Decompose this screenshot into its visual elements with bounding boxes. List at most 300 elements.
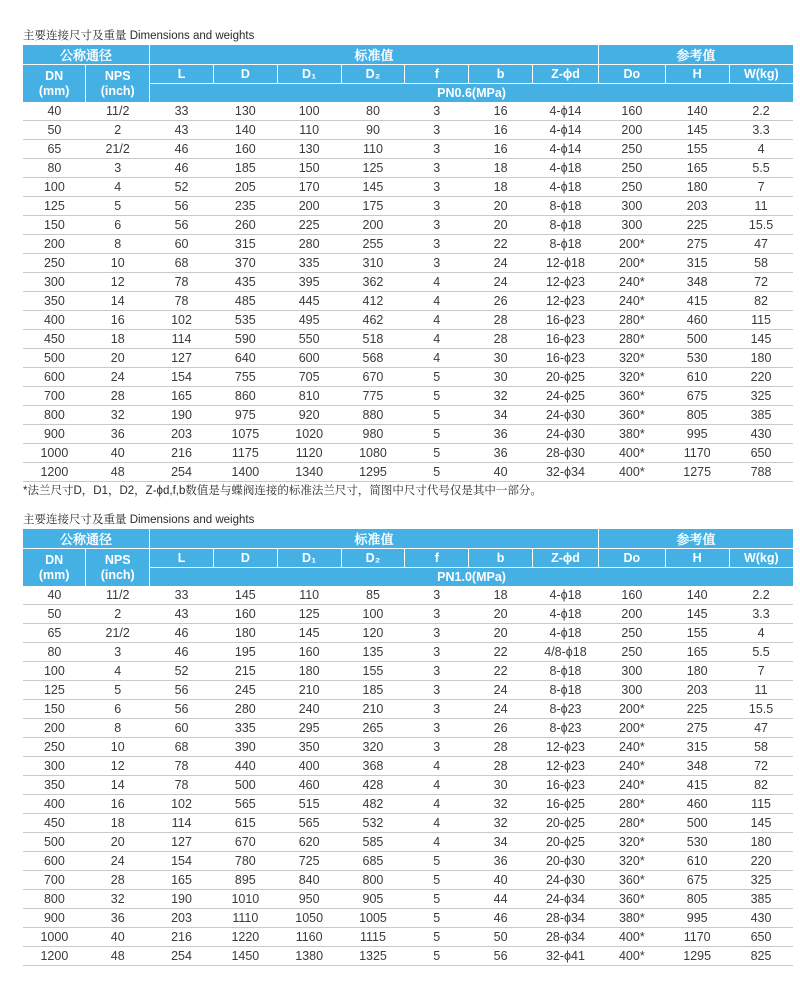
cell-weight: 650	[729, 444, 793, 463]
cell-f: 3	[405, 738, 469, 757]
cell-d: 215	[213, 662, 277, 681]
cell-f: 3	[405, 643, 469, 662]
cell-d: 535	[213, 311, 277, 330]
cell-h: 140	[665, 102, 729, 121]
cell-l: 216	[150, 928, 214, 947]
cell-l: 43	[150, 121, 214, 140]
cell-d2: 210	[341, 700, 405, 719]
cell-dn: 65	[23, 624, 86, 643]
cell-z-phid: 12-ϕ23	[533, 757, 599, 776]
cell-d1: 295	[277, 719, 341, 738]
cell-f: 3	[405, 681, 469, 700]
cell-do: 200*	[598, 719, 665, 738]
col-header-dn-label: DN (mm)	[38, 552, 70, 582]
cell-dn: 80	[23, 643, 86, 662]
table-caption: 主要连接尺寸及重量 Dimensions and weights	[23, 514, 255, 526]
cell-b: 22	[469, 662, 533, 681]
cell-f: 3	[405, 624, 469, 643]
cell-d1: 565	[277, 814, 341, 833]
cell-dn: 125	[23, 681, 86, 700]
cell-d2: 368	[341, 757, 405, 776]
cell-z-phid: 28-ϕ34	[533, 928, 599, 947]
table-row	[23, 643, 793, 662]
cell-nps: 11/2	[86, 586, 150, 605]
cell-d1: 725	[277, 852, 341, 871]
cell-l: 165	[150, 871, 214, 890]
cell-d1: 1160	[277, 928, 341, 947]
cell-d1: 400	[277, 757, 341, 776]
cell-l: 254	[150, 947, 214, 966]
cell-weight: 180	[729, 833, 793, 852]
col-header-h: H	[665, 65, 729, 84]
cell-d: 615	[213, 814, 277, 833]
cell-l: 190	[150, 890, 214, 909]
cell-h: 805	[665, 890, 729, 909]
cell-weight: 180	[729, 349, 793, 368]
cell-nps: 10	[86, 254, 150, 273]
cell-d2: 670	[341, 368, 405, 387]
cell-weight: 430	[729, 909, 793, 928]
cell-l: 56	[150, 700, 214, 719]
cell-do: 280*	[598, 814, 665, 833]
cell-d2: 320	[341, 738, 405, 757]
table-row	[23, 700, 793, 719]
cell-weight: 220	[729, 368, 793, 387]
cell-dn: 200	[23, 719, 86, 738]
cell-d1: 495	[277, 311, 341, 330]
cell-l: 102	[150, 795, 214, 814]
cell-do: 160	[598, 586, 665, 605]
col-header-d: D	[213, 65, 277, 84]
cell-dn: 65	[23, 140, 86, 159]
cell-h: 530	[665, 833, 729, 852]
cell-d2: 980	[341, 425, 405, 444]
table-row	[23, 463, 793, 482]
cell-dn: 350	[23, 292, 86, 311]
cell-f: 3	[405, 159, 469, 178]
cell-d2: 110	[341, 140, 405, 159]
col-header-do: Do	[598, 65, 665, 84]
cell-d2: 200	[341, 216, 405, 235]
cell-f: 4	[405, 349, 469, 368]
table-row	[23, 254, 793, 273]
cell-b: 20	[469, 216, 533, 235]
cell-f: 5	[405, 928, 469, 947]
cell-dn: 700	[23, 871, 86, 890]
cell-weight: 4	[729, 624, 793, 643]
cell-z-phid: 24-ϕ30	[533, 425, 599, 444]
cell-d: 245	[213, 681, 277, 700]
cell-z-phid: 4-ϕ18	[533, 159, 599, 178]
cell-l: 78	[150, 776, 214, 795]
table-row	[23, 292, 793, 311]
cell-z-phid: 8-ϕ18	[533, 662, 599, 681]
cell-f: 3	[405, 235, 469, 254]
cell-d1: 350	[277, 738, 341, 757]
cell-d2: 412	[341, 292, 405, 311]
cell-d1: 145	[277, 624, 341, 643]
cell-d: 140	[213, 121, 277, 140]
cell-d1: 840	[277, 871, 341, 890]
table-row	[23, 681, 793, 700]
cell-z-phid: 20-ϕ25	[533, 833, 599, 852]
cell-l: 127	[150, 349, 214, 368]
table-row	[23, 833, 793, 852]
cell-nps: 18	[86, 814, 150, 833]
cell-dn: 800	[23, 890, 86, 909]
cell-d: 1010	[213, 890, 277, 909]
cell-d: 860	[213, 387, 277, 406]
cell-d: 1450	[213, 947, 277, 966]
cell-b: 16	[469, 140, 533, 159]
cell-weight: 15.5	[729, 700, 793, 719]
cell-d1: 225	[277, 216, 341, 235]
cell-nps: 21/2	[86, 624, 150, 643]
cell-nps: 12	[86, 757, 150, 776]
cell-d2: 1115	[341, 928, 405, 947]
cell-d: 1110	[213, 909, 277, 928]
cell-d2: 80	[341, 102, 405, 121]
cell-d1: 460	[277, 776, 341, 795]
cell-nps: 8	[86, 719, 150, 738]
cell-dn: 150	[23, 700, 86, 719]
cell-h: 180	[665, 662, 729, 681]
cell-l: 46	[150, 643, 214, 662]
cell-weight: 11	[729, 681, 793, 700]
cell-dn: 800	[23, 406, 86, 425]
table-row	[23, 368, 793, 387]
cell-l: 203	[150, 909, 214, 928]
cell-d1: 130	[277, 140, 341, 159]
cell-d: 895	[213, 871, 277, 890]
col-header-d1: D₁	[277, 549, 341, 568]
cell-d: 565	[213, 795, 277, 814]
col-header-weight: W(kg)	[729, 549, 793, 568]
table-row	[23, 738, 793, 757]
table-row	[23, 947, 793, 966]
cell-dn: 40	[23, 102, 86, 121]
cell-nps: 4	[86, 662, 150, 681]
table-row	[23, 235, 793, 254]
cell-b: 18	[469, 586, 533, 605]
cell-weight: 15.5	[729, 216, 793, 235]
cell-b: 40	[469, 871, 533, 890]
table-row	[23, 624, 793, 643]
cell-d1: 110	[277, 586, 341, 605]
cell-f: 3	[405, 719, 469, 738]
cell-weight: 5.5	[729, 643, 793, 662]
cell-b: 20	[469, 197, 533, 216]
cell-b: 34	[469, 833, 533, 852]
table-row	[23, 140, 793, 159]
cell-nps: 3	[86, 159, 150, 178]
cell-f: 4	[405, 814, 469, 833]
cell-b: 46	[469, 909, 533, 928]
cell-dn: 300	[23, 273, 86, 292]
cell-do: 240*	[598, 757, 665, 776]
cell-f: 5	[405, 947, 469, 966]
cell-d: 755	[213, 368, 277, 387]
cell-do: 400*	[598, 928, 665, 947]
cell-do: 300	[598, 681, 665, 700]
cell-d2: 462	[341, 311, 405, 330]
cell-dn: 900	[23, 909, 86, 928]
cell-do: 400*	[598, 947, 665, 966]
pressure-rating: PN1.0(MPa)	[150, 568, 793, 587]
cell-z-phid: 12-ϕ23	[533, 292, 599, 311]
cell-z-phid: 16-ϕ23	[533, 349, 599, 368]
cell-weight: 58	[729, 254, 793, 273]
cell-d2: 175	[341, 197, 405, 216]
cell-d: 160	[213, 140, 277, 159]
cell-nps: 16	[86, 311, 150, 330]
cell-f: 5	[405, 463, 469, 482]
cell-do: 320*	[598, 349, 665, 368]
cell-z-phid: 4/8-ϕ18	[533, 643, 599, 662]
col-header-d: D	[213, 549, 277, 568]
table-row	[23, 273, 793, 292]
cell-b: 34	[469, 406, 533, 425]
cell-d2: 310	[341, 254, 405, 273]
cell-nps: 40	[86, 928, 150, 947]
cell-l: 33	[150, 586, 214, 605]
cell-b: 30	[469, 349, 533, 368]
group-header-nominal: 公称通径	[23, 45, 150, 65]
cell-h: 675	[665, 387, 729, 406]
cell-dn: 350	[23, 776, 86, 795]
cell-b: 26	[469, 719, 533, 738]
cell-d: 160	[213, 605, 277, 624]
cell-f: 5	[405, 890, 469, 909]
col-header-weight: W(kg)	[729, 65, 793, 84]
dimensions-section-pn10	[23, 512, 793, 966]
cell-h: 165	[665, 643, 729, 662]
cell-d2: 125	[341, 159, 405, 178]
col-header-d2: D₂	[341, 549, 405, 568]
col-header-nps	[86, 549, 150, 587]
cell-h: 500	[665, 330, 729, 349]
cell-f: 3	[405, 121, 469, 140]
cell-nps: 2	[86, 121, 150, 140]
col-header-d2: D₂	[341, 65, 405, 84]
cell-do: 250	[598, 624, 665, 643]
col-header-dn-label: DN (mm)	[38, 68, 70, 98]
table-row	[23, 121, 793, 140]
cell-f: 3	[405, 178, 469, 197]
cell-nps: 36	[86, 909, 150, 928]
cell-d1: 1340	[277, 463, 341, 482]
cell-z-phid: 4-ϕ14	[533, 121, 599, 140]
cell-z-phid: 20-ϕ25	[533, 814, 599, 833]
cell-nps: 3	[86, 643, 150, 662]
cell-dn: 500	[23, 349, 86, 368]
cell-d1: 125	[277, 605, 341, 624]
cell-h: 530	[665, 349, 729, 368]
cell-b: 44	[469, 890, 533, 909]
col-header-b: b	[469, 65, 533, 84]
group-header-reference: 参考值	[598, 529, 793, 549]
table-row	[23, 387, 793, 406]
cell-h: 145	[665, 605, 729, 624]
cell-d1: 950	[277, 890, 341, 909]
cell-nps: 32	[86, 890, 150, 909]
cell-b: 24	[469, 254, 533, 273]
cell-l: 68	[150, 254, 214, 273]
cell-weight: 7	[729, 662, 793, 681]
table-body	[23, 586, 793, 966]
cell-d1: 200	[277, 197, 341, 216]
cell-d1: 100	[277, 102, 341, 121]
cell-d2: 1295	[341, 463, 405, 482]
cell-d2: 255	[341, 235, 405, 254]
cell-l: 114	[150, 814, 214, 833]
cell-b: 20	[469, 605, 533, 624]
cell-dn: 600	[23, 852, 86, 871]
cell-nps: 2	[86, 605, 150, 624]
cell-b: 16	[469, 102, 533, 121]
cell-dn: 450	[23, 814, 86, 833]
cell-l: 52	[150, 178, 214, 197]
table-row	[23, 795, 793, 814]
cell-d1: 160	[277, 643, 341, 662]
cell-h: 995	[665, 425, 729, 444]
cell-f: 5	[405, 909, 469, 928]
cell-d2: 1325	[341, 947, 405, 966]
cell-h: 415	[665, 776, 729, 795]
table-row	[23, 102, 793, 121]
cell-l: 154	[150, 368, 214, 387]
cell-d2: 90	[341, 121, 405, 140]
cell-z-phid: 8-ϕ18	[533, 216, 599, 235]
cell-h: 1275	[665, 463, 729, 482]
col-header-do: Do	[598, 549, 665, 568]
cell-nps: 48	[86, 947, 150, 966]
cell-d: 370	[213, 254, 277, 273]
cell-h: 275	[665, 235, 729, 254]
cell-z-phid: 4-ϕ18	[533, 178, 599, 197]
cell-z-phid: 20-ϕ25	[533, 368, 599, 387]
cell-do: 380*	[598, 425, 665, 444]
cell-do: 400*	[598, 444, 665, 463]
cell-dn: 200	[23, 235, 86, 254]
cell-weight: 72	[729, 757, 793, 776]
cell-h: 460	[665, 311, 729, 330]
table-row	[23, 159, 793, 178]
cell-b: 30	[469, 368, 533, 387]
cell-d1: 1380	[277, 947, 341, 966]
cell-d2: 155	[341, 662, 405, 681]
cell-do: 320*	[598, 368, 665, 387]
cell-f: 5	[405, 406, 469, 425]
cell-d1: 240	[277, 700, 341, 719]
cell-nps: 20	[86, 349, 150, 368]
cell-f: 4	[405, 330, 469, 349]
cell-weight: 2.2	[729, 102, 793, 121]
cell-d: 780	[213, 852, 277, 871]
cell-d: 1175	[213, 444, 277, 463]
cell-nps: 16	[86, 795, 150, 814]
cell-nps: 14	[86, 292, 150, 311]
cell-z-phid: 12-ϕ18	[533, 254, 599, 273]
table-row	[23, 216, 793, 235]
cell-dn: 600	[23, 368, 86, 387]
cell-z-phid: 16-ϕ25	[533, 795, 599, 814]
cell-d: 335	[213, 719, 277, 738]
cell-d1: 180	[277, 662, 341, 681]
cell-d: 1220	[213, 928, 277, 947]
cell-b: 36	[469, 444, 533, 463]
cell-b: 28	[469, 738, 533, 757]
cell-d2: 185	[341, 681, 405, 700]
cell-z-phid: 4-ϕ18	[533, 586, 599, 605]
cell-l: 43	[150, 605, 214, 624]
cell-b: 16	[469, 121, 533, 140]
cell-do: 240*	[598, 776, 665, 795]
cell-z-phid: 8-ϕ23	[533, 700, 599, 719]
cell-d2: 100	[341, 605, 405, 624]
cell-d2: 85	[341, 586, 405, 605]
cell-dn: 1200	[23, 947, 86, 966]
group-header-nominal: 公称通径	[23, 529, 150, 549]
cell-do: 300	[598, 216, 665, 235]
cell-do: 250	[598, 178, 665, 197]
cell-z-phid: 8-ϕ18	[533, 235, 599, 254]
cell-weight: 72	[729, 273, 793, 292]
cell-b: 32	[469, 795, 533, 814]
cell-nps: 21/2	[86, 140, 150, 159]
cell-d1: 620	[277, 833, 341, 852]
cell-weight: 82	[729, 292, 793, 311]
cell-f: 4	[405, 757, 469, 776]
cell-z-phid: 20-ϕ30	[533, 852, 599, 871]
cell-b: 40	[469, 463, 533, 482]
cell-d: 185	[213, 159, 277, 178]
cell-f: 3	[405, 254, 469, 273]
cell-h: 155	[665, 624, 729, 643]
cell-d1: 395	[277, 273, 341, 292]
cell-b: 28	[469, 311, 533, 330]
cell-z-phid: 16-ϕ23	[533, 330, 599, 349]
cell-h: 610	[665, 368, 729, 387]
cell-l: 46	[150, 140, 214, 159]
cell-d2: 482	[341, 795, 405, 814]
cell-f: 5	[405, 444, 469, 463]
cell-b: 32	[469, 814, 533, 833]
cell-d1: 600	[277, 349, 341, 368]
cell-weight: 5.5	[729, 159, 793, 178]
cell-z-phid: 8-ϕ18	[533, 197, 599, 216]
table-row	[23, 349, 793, 368]
cell-d2: 518	[341, 330, 405, 349]
table-row	[23, 425, 793, 444]
cell-d1: 1120	[277, 444, 341, 463]
cell-weight: 4	[729, 140, 793, 159]
cell-weight: 3.3	[729, 121, 793, 140]
cell-dn: 900	[23, 425, 86, 444]
col-header-z-phid: Z-ϕd	[533, 65, 599, 84]
cell-h: 203	[665, 197, 729, 216]
cell-d1: 280	[277, 235, 341, 254]
cell-d2: 532	[341, 814, 405, 833]
col-header-dn	[23, 65, 86, 103]
cell-l: 78	[150, 292, 214, 311]
cell-do: 200*	[598, 254, 665, 273]
cell-do: 250	[598, 643, 665, 662]
cell-do: 240*	[598, 292, 665, 311]
cell-h: 315	[665, 254, 729, 273]
cell-d: 435	[213, 273, 277, 292]
cell-l: 46	[150, 624, 214, 643]
